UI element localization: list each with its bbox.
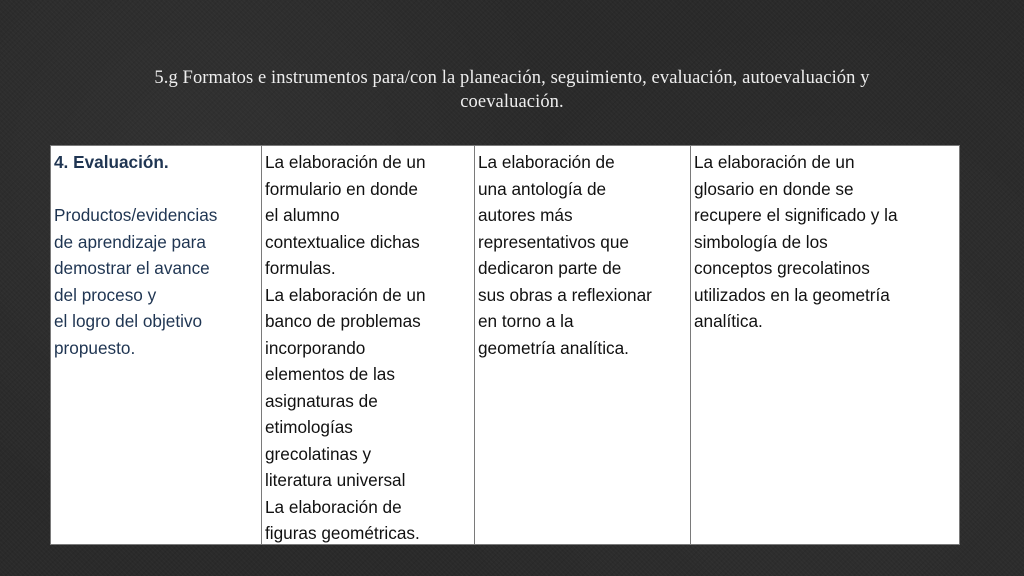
- table-cell-products-2: [475, 146, 691, 544]
- text-line: La elaboración de: [265, 496, 402, 517]
- text-line: figuras geométricas.: [265, 523, 420, 543]
- section-description: [54, 202, 258, 361]
- text-line: contextualice dichas: [265, 231, 420, 252]
- text-line: el logro del objetivo: [54, 311, 203, 331]
- text-line: de aprendizaje para: [54, 231, 206, 252]
- table-cell-products-3: [691, 146, 959, 544]
- text-line: una antología de: [478, 178, 607, 199]
- text-line: del proceso y: [54, 284, 157, 305]
- text-line: demostrar el avance: [54, 258, 210, 278]
- text-line: asignaturas de: [265, 390, 378, 411]
- text-line: representativos que: [478, 231, 629, 252]
- text-line: utilizados en la geometría: [694, 284, 890, 305]
- text-line: banco de problemas: [265, 311, 421, 331]
- text-line: autores más: [478, 205, 573, 225]
- text-line: conceptos grecolatinos: [694, 258, 870, 278]
- text-line: La elaboración de un: [694, 152, 855, 172]
- text-line: en torno a la: [478, 311, 574, 331]
- text-line: sus obras a reflexionar: [478, 284, 652, 305]
- text-line: literatura universal: [265, 470, 406, 490]
- text-line: formulario en donde: [265, 178, 418, 199]
- text-line: elementos de las: [265, 364, 395, 384]
- slide-title-line-1: 5.g Formatos e instrumentos para/con la planeación, seguimiento, evaluación, autoevaluación y: [154, 68, 870, 88]
- text-line: La elaboración de un: [265, 284, 426, 305]
- text-line: geometría analítica.: [478, 337, 629, 358]
- text-line: dedicaron parte de: [478, 258, 622, 278]
- text-line: Productos/evidencias: [54, 205, 218, 225]
- section-heading: 4. Evaluación.: [54, 152, 169, 172]
- text-line: recupere el significado y la: [694, 205, 898, 225]
- text-line: el alumno: [265, 205, 340, 225]
- text-line: incorporando: [265, 337, 366, 358]
- text-line: La elaboración de un: [265, 152, 426, 172]
- text-line: etimologías: [265, 417, 353, 437]
- table-cell-category: [51, 146, 262, 544]
- text-line: formulas.: [265, 258, 336, 278]
- text-line: grecolatinas y: [265, 443, 372, 464]
- text-line: propuesto.: [54, 337, 136, 358]
- text-line: La elaboración de: [478, 152, 615, 172]
- text-line: glosario en donde se: [694, 178, 854, 199]
- table-cell-products-1: [262, 146, 475, 544]
- slide-title-line-2: coevaluación.: [460, 92, 564, 112]
- evaluation-table: [50, 145, 960, 545]
- text-line: analítica.: [694, 311, 763, 331]
- text-line: simbología de los: [694, 231, 828, 252]
- slide-title: [40, 66, 984, 114]
